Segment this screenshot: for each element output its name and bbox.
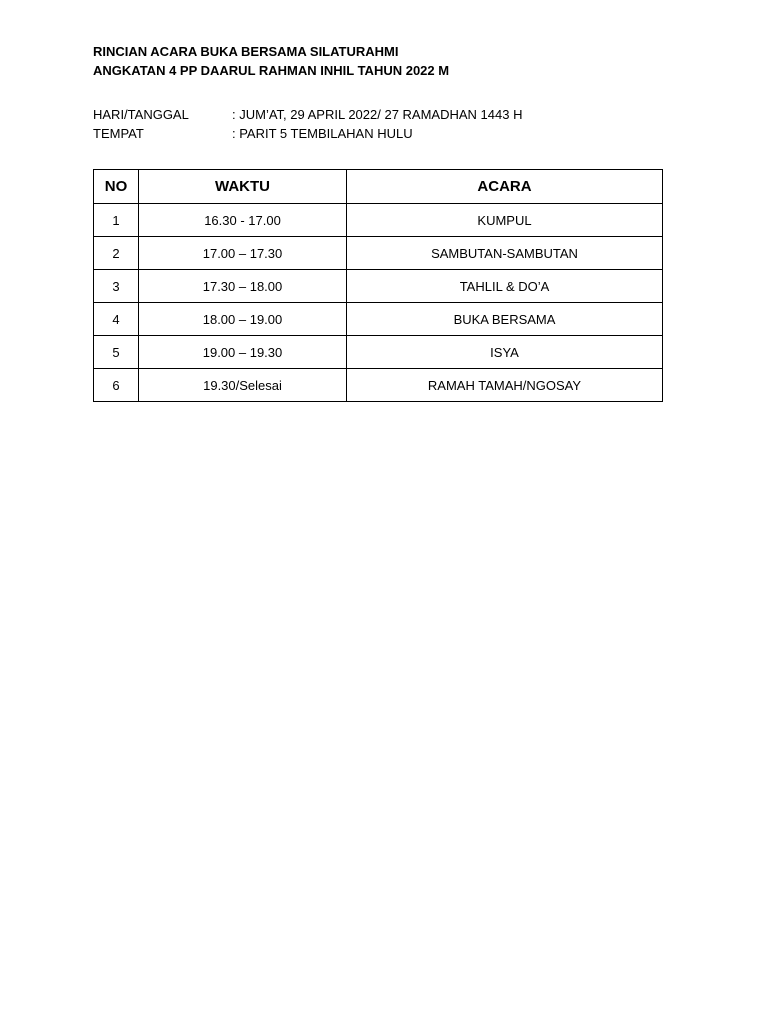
cell-no: 4 — [94, 303, 139, 336]
place-label: TEMPAT — [93, 126, 144, 141]
cell-acara: ISYA — [347, 336, 663, 369]
table-header-row — [94, 170, 663, 204]
cell-acara: BUKA BERSAMA — [347, 303, 663, 336]
date-value: : JUM’AT, 29 APRIL 2022/ 27 RAMADHAN 1443 H — [232, 107, 523, 122]
cell-waktu: 18.00 – 19.00 — [139, 303, 347, 336]
cell-waktu: 17.30 – 18.00 — [139, 270, 347, 303]
cell-acara: TAHLIL & DO’A — [347, 270, 663, 303]
cell-acara: RAMAH TAMAH/NGOSAY — [347, 369, 663, 402]
cell-acara: SAMBUTAN-SAMBUTAN — [347, 237, 663, 270]
table-row — [94, 204, 663, 237]
cell-waktu: 16.30 - 17.00 — [139, 204, 347, 237]
document-title — [93, 42, 449, 80]
table-row — [94, 237, 663, 270]
title-line-2: ANGKATAN 4 PP DAARUL RAHMAN INHIL TAHUN 2022 M — [93, 63, 450, 78]
header-acara: ACARA — [347, 170, 663, 204]
title-line-1: RINCIAN ACARA BUKA BERSAMA SILATURAHMI — [93, 44, 399, 59]
header-no: NO — [94, 170, 139, 204]
cell-no: 5 — [94, 336, 139, 369]
place-value: : PARIT 5 TEMBILAHAN HULU — [232, 126, 413, 141]
event-info — [93, 105, 522, 143]
date-label: HARI/TANGGAL — [93, 107, 189, 122]
cell-waktu: 19.00 – 19.30 — [139, 336, 347, 369]
table-row — [94, 303, 663, 336]
table-row — [94, 270, 663, 303]
cell-acara: KUMPUL — [347, 204, 663, 237]
cell-no: 3 — [94, 270, 139, 303]
table-row — [94, 336, 663, 369]
schedule-table — [93, 169, 663, 402]
cell-waktu: 19.30/Selesai — [139, 369, 347, 402]
cell-no: 2 — [94, 237, 139, 270]
date-row — [93, 105, 522, 124]
cell-no: 6 — [94, 369, 139, 402]
header-waktu: WAKTU — [139, 170, 347, 204]
cell-no: 1 — [94, 204, 139, 237]
table-row — [94, 369, 663, 402]
place-row — [93, 124, 522, 143]
cell-waktu: 17.00 – 17.30 — [139, 237, 347, 270]
